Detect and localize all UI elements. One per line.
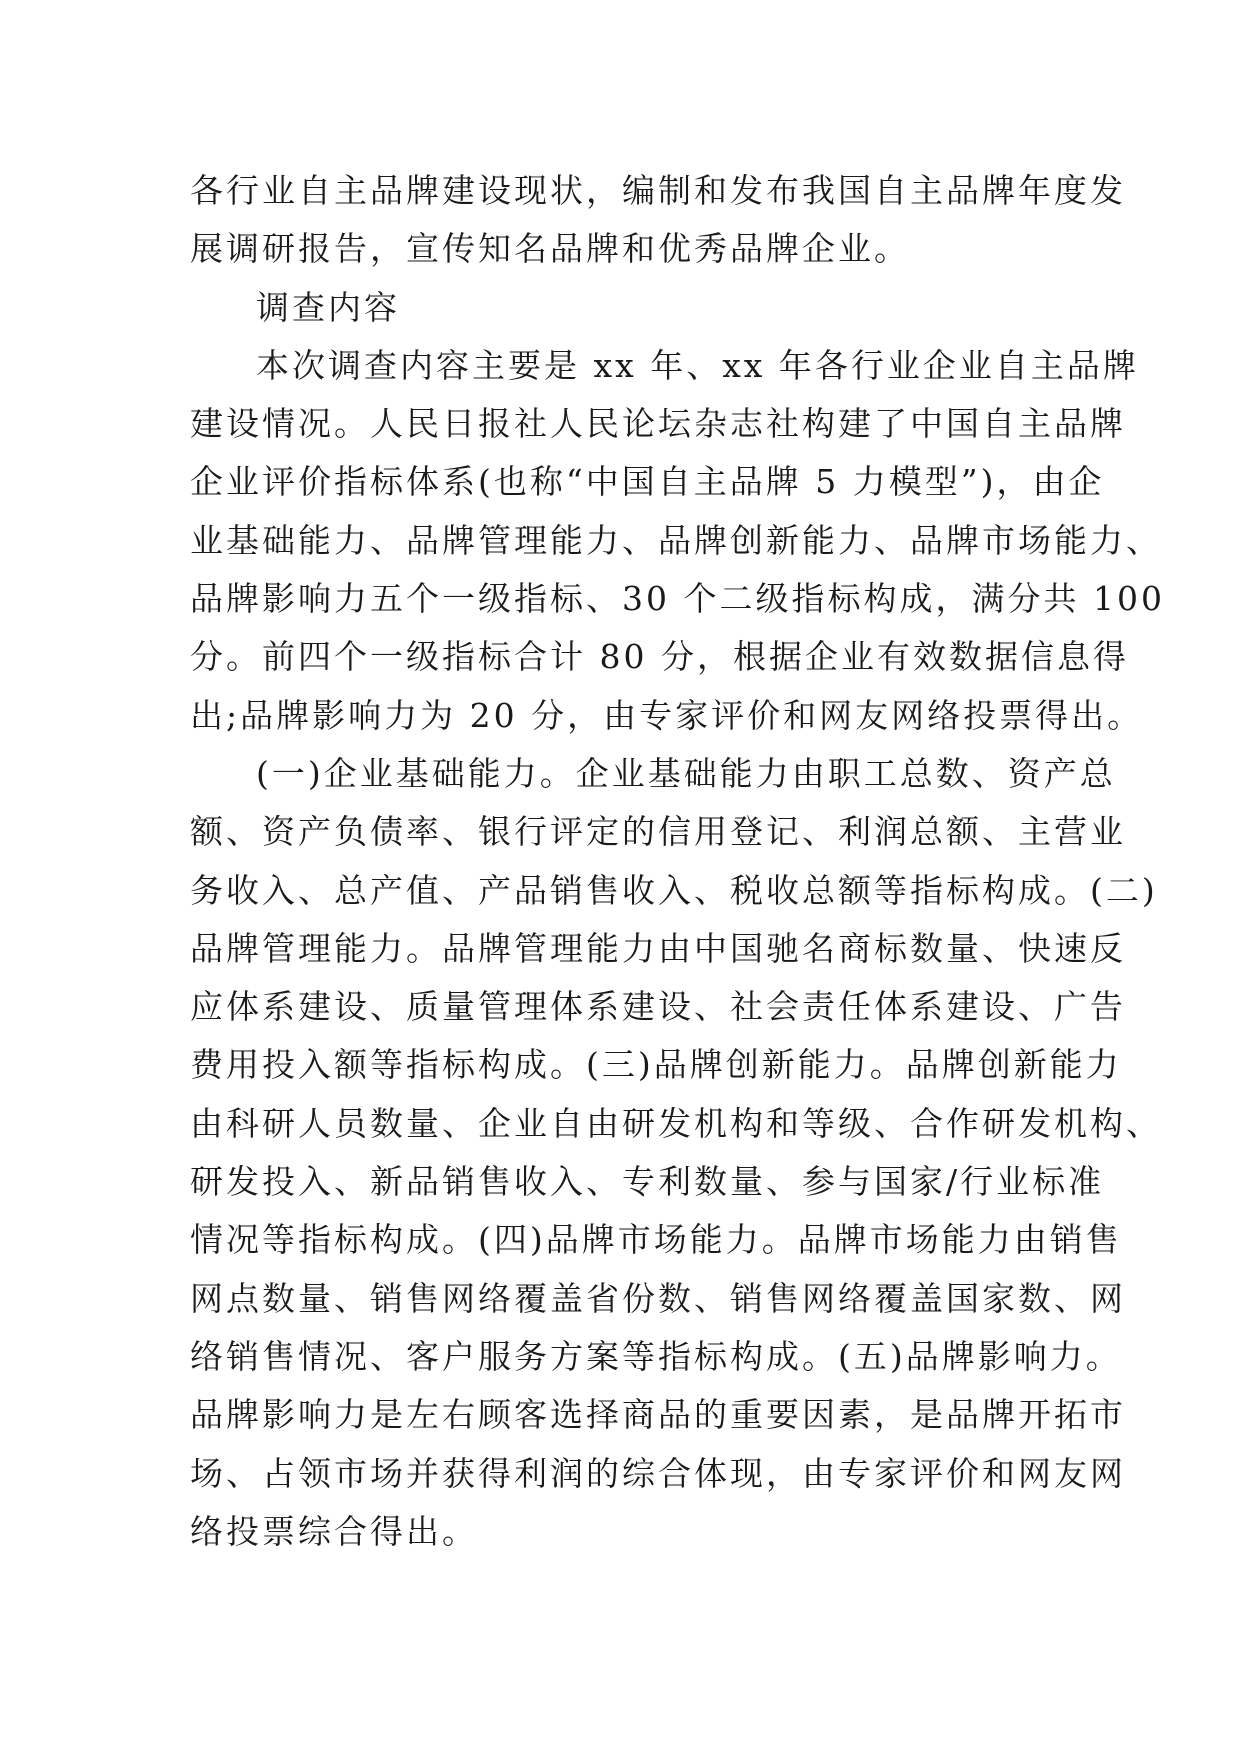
text-line: 品牌影响力五个一级指标、30 个二级指标构成，满分共 100 [190,579,1165,619]
text-line: 品牌影响力是左右顾客选择商品的重要因素，是品牌开拓市 [190,1395,1126,1435]
text-line: 研发投入、新品销售收入、专利数量、参与国家/行业标准 [190,1162,1105,1202]
text-line: 额、资产负债率、银行评定的信用登记、利润总额、主营业 [190,812,1126,852]
text-line: 品牌管理能力。品牌管理能力由中国驰名商标数量、快速反 [190,928,1126,968]
text-line: 出;品牌影响力为 20 分，由专家评价和网友网络投票得出。 [190,695,1144,735]
text-line: 各行业自主品牌建设现状，编制和发布我国自主品牌年度发 [190,171,1126,210]
text-line: 场、占领市场并获得利润的综合体现，由专家评价和网友网 [190,1453,1126,1493]
text-line: 由科研人员数量、企业自由研发机构和等级、合作研发机构、 [190,1103,1162,1143]
text-line: 展调研报告，宣传知名品牌和优秀品牌企业。 [190,229,910,269]
text-line: 务收入、总产值、产品销售收入、税收总额等指标构成。(二) [190,870,1158,910]
heading-line: 调查内容 [256,287,400,327]
text-line: 费用投入额等指标构成。(三)品牌创新能力。品牌创新能力 [190,1045,1122,1085]
paragraph-indicators [190,745,1162,1561]
text-line: 企业评价指标体系(也称“中国自主品牌 5 力模型”)，由企 [190,462,1105,502]
body-text [190,162,1165,1561]
paragraph-survey-scope [190,337,1165,745]
text-line: 建设情况。人民日报社人民论坛杂志社构建了中国自主品牌 [190,404,1126,444]
text-line: 分。前四个一级指标合计 80 分，根据企业有效数据信息得 [190,637,1129,677]
text-line: 本次调查内容主要是 xx 年、xx 年各行业企业自主品牌 [256,345,1139,385]
text-line: 业基础能力、品牌管理能力、品牌创新能力、品牌市场能力、 [190,520,1162,560]
section-heading-survey-content [190,279,1052,337]
text-line: 网点数量、销售网络覆盖省份数、销售网络覆盖国家数、网 [190,1278,1126,1318]
text-line: 络销售情况、客户服务方案等指标构成。(五)品牌影响力。 [190,1336,1122,1376]
text-line: 应体系建设、质量管理体系建设、社会责任体系建设、广告 [190,987,1126,1027]
text-line: (一)企业基础能力。企业基础能力由职工总数、资产总 [256,753,1116,793]
text-line: 情况等指标构成。(四)品牌市场能力。品牌市场能力由销售 [190,1220,1122,1260]
paragraph-brand-status [190,162,1126,279]
text-line: 络投票综合得出。 [190,1511,478,1551]
